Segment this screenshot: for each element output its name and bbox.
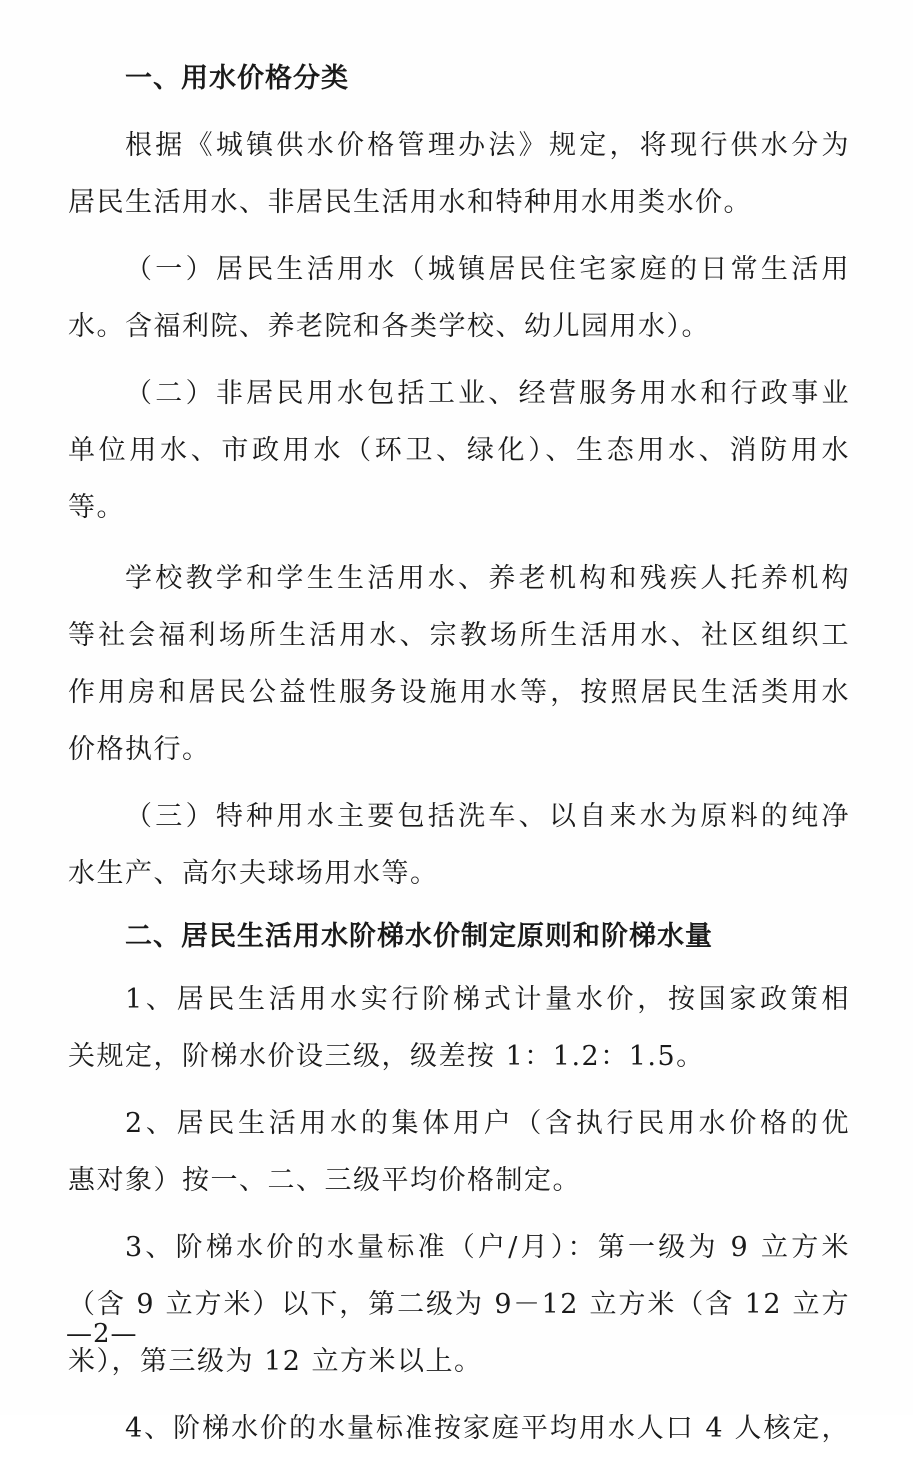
- text-line: 关规定，阶梯水价设三级，级差按 1：1.2：1.5。: [68, 1041, 705, 1072]
- section-heading: 二、居民生活用水阶梯水价制定原则和阶梯水量: [125, 921, 713, 952]
- text-line: 等。: [68, 492, 125, 523]
- text-line: 2、居民生活用水的集体用户（含执行民用水价格的优: [125, 1108, 850, 1139]
- text-line: 米），第三级为 12 立方米以上。: [68, 1346, 483, 1377]
- text-line: 3、阶梯水价的水量标准（户/月）：第一级为 9 立方米: [125, 1232, 850, 1263]
- text-line: 水。含福利院、养老院和各类学校、幼儿园用水）。: [68, 311, 710, 342]
- text-line: 根据《城镇供水价格管理办法》规定，将现行供水分为: [125, 130, 850, 161]
- text-line: 居民生活用水、非居民生活用水和特种用水用类水价。: [68, 187, 752, 218]
- text-line: （含 9 立方米）以下，第二级为 9－12 立方米（含 12 立方: [68, 1289, 850, 1320]
- document-body: [68, 50, 850, 1457]
- text-line: 等社会福利场所生活用水、宗教场所生活用水、社区组织工: [68, 620, 850, 651]
- text-line: 学校教学和学生生活用水、养老机构和残疾人托养机构: [125, 563, 850, 594]
- page-number: —2—: [66, 1319, 138, 1349]
- text-line: （三）特种用水主要包括洗车、以自来水为原料的纯净: [125, 801, 850, 832]
- text-line: 水生产、高尔夫球场用水等。: [68, 858, 439, 889]
- text-line: 惠对象）按一、二、三级平均价格制定。: [68, 1165, 581, 1196]
- text-line: 4、阶梯水价的水量标准按家庭平均用水人口 4 人核定，: [125, 1413, 850, 1444]
- text-line: 1、居民生活用水实行阶梯式计量水价，按国家政策相: [125, 984, 850, 1015]
- text-line: （二）非居民用水包括工业、经营服务用水和行政事业: [125, 378, 850, 409]
- text-line: 价格执行。: [68, 734, 211, 765]
- text-line: （一）居民生活用水（城镇居民住宅家庭的日常生活用: [125, 254, 850, 285]
- text-line: 作用房和居民公益性服务设施用水等，按照居民生活类用水: [68, 677, 850, 708]
- text-line: 单位用水、市政用水（环卫、绿化）、生态用水、消防用水: [68, 435, 850, 466]
- section-heading: 一、用水价格分类: [125, 63, 349, 94]
